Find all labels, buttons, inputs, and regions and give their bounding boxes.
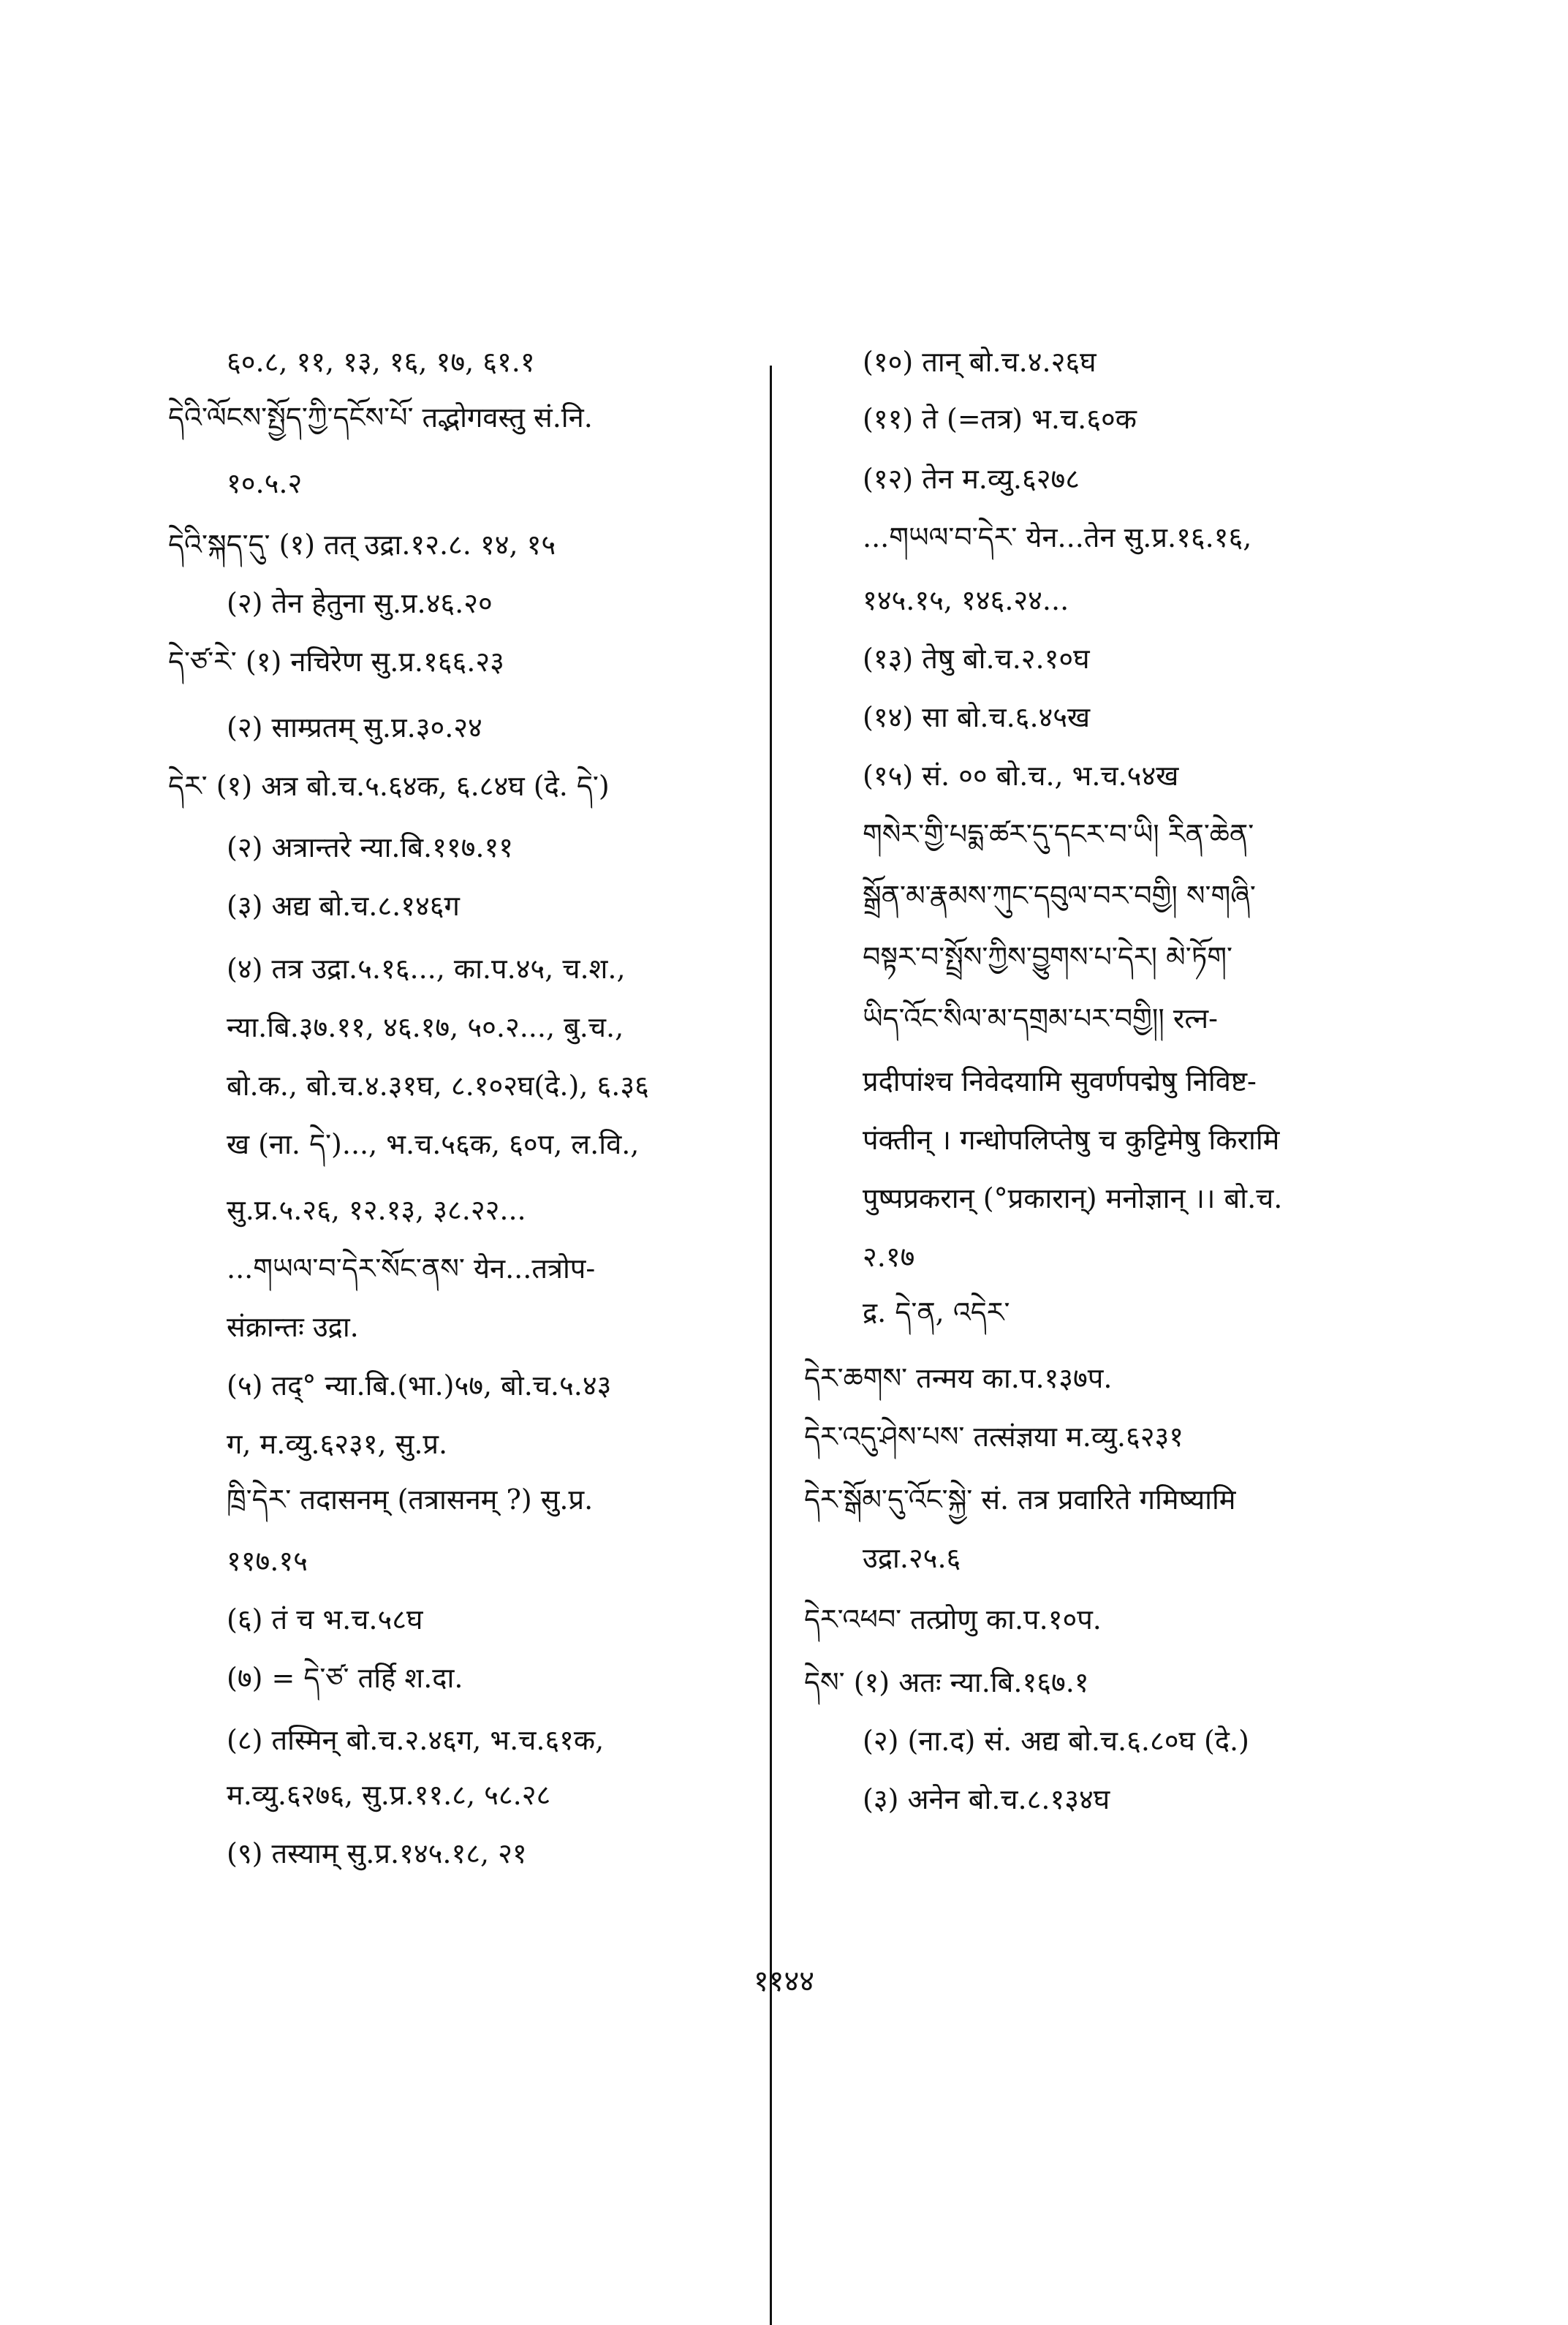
entry-line: न्या.बि.३७.११, ४६.१७, ५०.२..., बु.च.,: [227, 1011, 624, 1043]
entry-line: དེ་ཙ་རེ་ (१) नचिरेण सु.प्र.१६६.२३: [168, 646, 504, 678]
headword-entry: དེར་སྒོམ་དུ་འོང་སྐྱེ་ सं. तत्र प्रवारिते गमिष्यामि: [804, 1483, 1236, 1516]
tibetan-verse-line: སྒྲོན་མ་རྣམས་ཀུང་དབུལ་བར་བགྱི། ས་གཞི་: [863, 880, 1256, 912]
entry-line: म.व्यु.६२७६, सु.प्र.११.८, ५८.२८: [227, 1779, 551, 1811]
cross-reference: द्र. དེ་ན, འདེར་: [863, 1296, 1010, 1328]
entry-line: (१३) तेषु बो.च.२.१०घ: [863, 643, 1090, 675]
entry-line: (१४) सा बो.च.६.४५ख: [863, 701, 1091, 733]
entry-line: (९) तस्याम् सु.प्र.१४५.१८, २१: [227, 1837, 527, 1870]
entry-line: དེར་ (१) अत्र बो.च.५.६४क, ६.८४घ (दे. དེ་): [168, 770, 610, 802]
entry-line: संक्रान्तः उद्रा.: [227, 1311, 359, 1343]
headword-entry: དེར་འཕབ་ तत्प्रोणु का.प.१०प.: [804, 1603, 1102, 1636]
entry-line: (१५) सं. ०० बो.च., भ.च.५४ख: [863, 760, 1179, 792]
entry-line: ६०.८, ११, १३, १६, १७, ६१.१: [227, 346, 535, 378]
entry-line: सु.प्र.५.२६, १२.१३, ३८.२२...: [227, 1194, 526, 1226]
entry-line: (३) अनेन बो.च.८.१३४घ: [863, 1783, 1110, 1815]
entry-line: १०.५.२: [227, 467, 303, 499]
entry-line: ग, म.व्यु.६२३१, सु.प्र.: [227, 1428, 448, 1460]
entry-line: (२) तेन हेतुना सु.प्र.४६.२०: [227, 587, 493, 619]
entry-line: (३) अद्य बो.च.८.१४६ग: [227, 890, 460, 922]
entry-line: (८) तस्मिन् बो.च.२.४६ग, भ.च.६१क,: [227, 1724, 605, 1756]
entry-line: ...གཡལ་བ་དེར་སོང་ནས་ येन...तत्रोप-: [227, 1252, 596, 1285]
entry-line: ११७.१५: [227, 1545, 308, 1577]
entry-line: ཡིད་འོང་སིལ་མ་དགྲམ་པར་བགྱི།། रत्न-: [863, 1002, 1218, 1035]
headword-entry: དེར་ཆགས་ तन्मय का.प.१३७प.: [804, 1362, 1113, 1394]
entry-line: २.१७: [863, 1241, 915, 1273]
entry-line: དེའི་ལོངས་སྤྱོད་ཀྱི་དངོས་པོ་ तद्भोगवस्तु सं.नि.: [168, 401, 593, 434]
page-number: ११४४: [753, 1965, 815, 1998]
entry-line: बो.क., बो.च.४.३१घ, ८.१०२घ(दे.), ६.३६: [227, 1070, 649, 1102]
entry-line: (२) अत्रान्तरे न्या.बि.११७.११: [227, 831, 513, 863]
entry-line: (५) तद्° न्या.बि.(भा.)५७, बो.च.५.४३: [227, 1369, 612, 1402]
entry-line: (१०) तान् बो.च.४.२६घ: [863, 346, 1097, 378]
entry-line: उद्रा.२५.६: [863, 1542, 961, 1574]
tibetan-verse-line: བསྟར་བ་སྤྲོས་ཀྱིས་བྱུགས་པ་དེར། མེ་ཏོག་: [863, 941, 1233, 973]
entry-line: (११) ते (=तत्र) भ.च.६०क: [863, 403, 1137, 435]
entry-line: (२) साम्प्रतम् सु.प्र.३०.२४: [227, 711, 482, 744]
entry-line: ...གཡལ་བ་དེར་ येन...तेन सु.प्र.१६.१६,: [863, 521, 1252, 553]
entry-line: (४) तत्र उद्रा.५.१६..., का.प.४५, च.श.,: [227, 953, 626, 985]
sanskrit-verse-line: पंक्तीन् । गन्धोपलिप्तेषु च कुट्टिमेषु किरामि: [863, 1124, 1280, 1156]
column-divider: [770, 366, 772, 2325]
entry-line: ख (ना. དེ་)..., भ.च.५६क, ६०प, ल.वि.,: [227, 1128, 640, 1160]
entry-line: དེའི་སྐད་དུ་ (१) तत् उद्रा.१२.८. १४, १५: [168, 529, 556, 561]
entry-line: (२) (ना.द) सं. अद्य बो.च.६.८०घ (दे.): [863, 1725, 1249, 1757]
entry-line: १४५.१५, १४६.२४...: [863, 584, 1069, 616]
entry-line: ཁྲི་དེར་ तदासनम् (तत्रासनम् ?) सु.प्र.: [227, 1483, 594, 1516]
sanskrit-verse-line: प्रदीपांश्च निवेदयामि सुवर्णपद्मेषु निविष्ट-: [863, 1065, 1257, 1097]
tibetan-verse-line: གསེར་གྱི་པདྨ་ཚར་དུ་དངར་བ་ཡི། རིན་ཆེན་: [863, 818, 1254, 850]
sanskrit-verse-line: पुष्पप्रकरान् (°प्रकारान्) मनोज्ञान् ।। बो.च.: [863, 1182, 1283, 1214]
headword-entry: དེར་འདུ་ཤེས་པས་ तत्संज्ञया म.व्यु.६२३१: [804, 1421, 1183, 1453]
entry-line: (१२) तेन म.व्यु.६२७८: [863, 463, 1080, 495]
headword-entry: དེས་ (१) अतः न्या.बि.१६७.१: [804, 1666, 1089, 1698]
entry-line: (६) तं च भ.च.५८घ: [227, 1603, 423, 1636]
entry-line: (७) = དེ་ཙ་ तर्हि श.दा.: [227, 1662, 463, 1694]
